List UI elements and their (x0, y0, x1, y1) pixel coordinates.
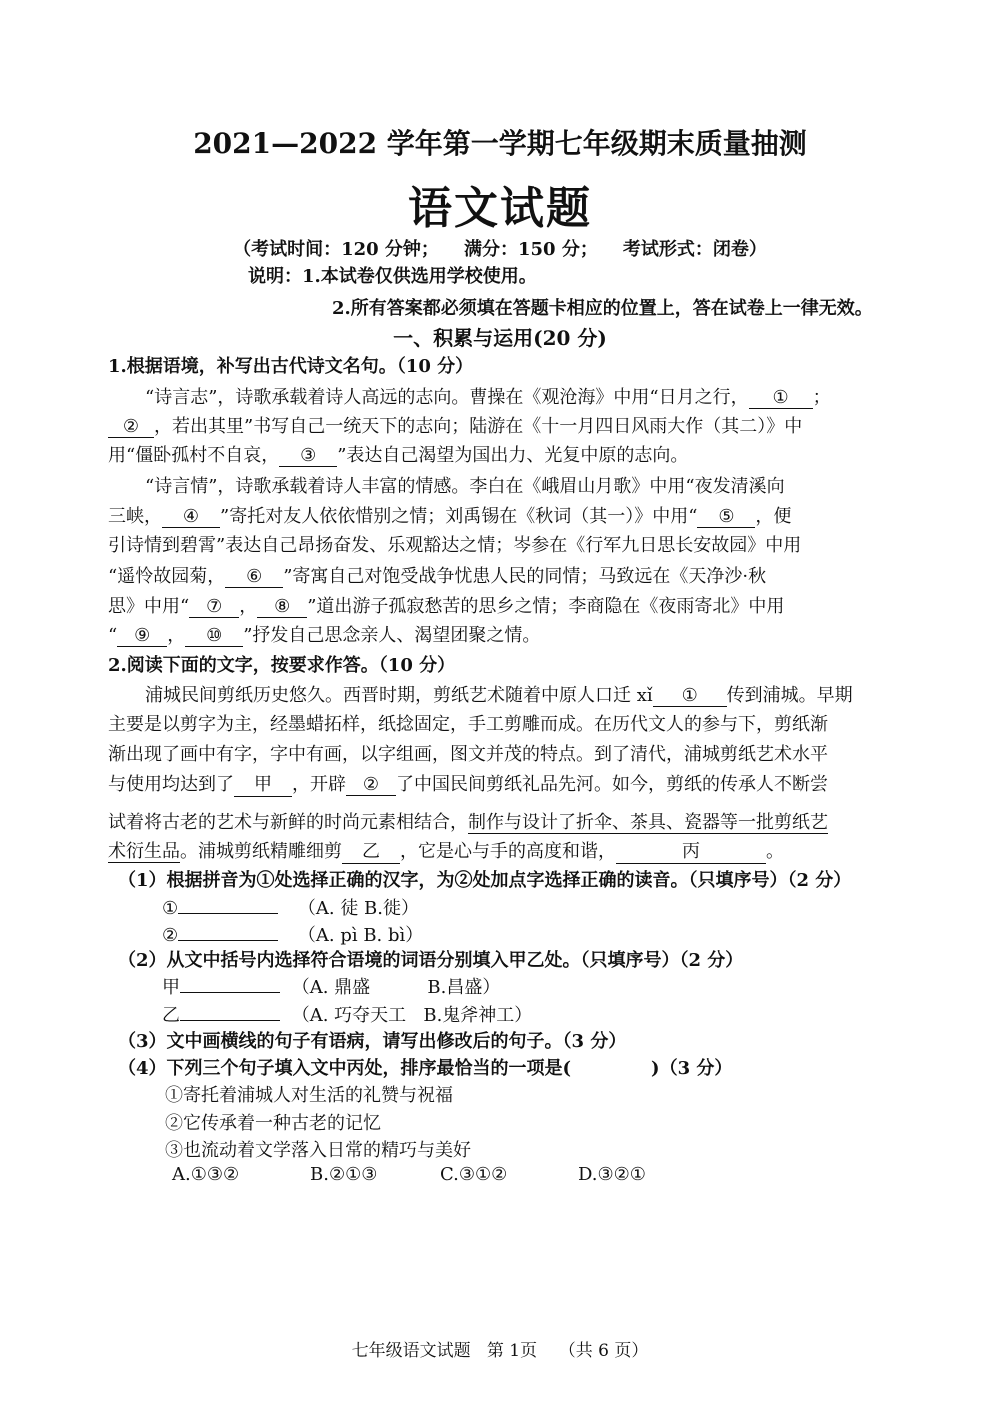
q1-line: “ ⑨ ， ⑩ ”抒发自己思念亲人、渴望团聚之情。 (108, 625, 541, 646)
blank-8[interactable]: ⑧ (257, 596, 307, 618)
q2-line: 试着将古老的艺术与新鲜的时尚元素相结合，制作与设计了折伞、茶具、瓷器等一批剪纸艺 (108, 812, 828, 833)
exam-title: 2021—2022 学年第一学期七年级期末质量抽测 (193, 127, 807, 160)
q2-stem: 2.阅读下面的文字，按要求作答。（10 分） (108, 655, 456, 676)
note-2: 2.所有答案都必须填在答题卡相应的位置上，答在试卷上一律无效。 (332, 298, 873, 319)
blank-1[interactable]: ① (749, 387, 813, 409)
page-footer: 七年级语文试题 第 1页 （共 6 页） (351, 1341, 649, 1361)
underlined-sentence-end: 术衍生品 (108, 841, 180, 862)
q2-line: 渐出现了画中有字，字中有画，以字组画，图文并茂的特点。到了清代，浦城剪纸艺术水平 (108, 744, 828, 765)
sentence-1: ①寄托着浦城人对生活的礼赞与祝福 (165, 1085, 453, 1106)
choice-c[interactable]: C.③①② (440, 1164, 508, 1185)
q1-line: 三峡， ④ ”寄托对友人依依惜别之情；刘禹锡在《秋词（其一）》中用“ ⑤ ，便 (108, 506, 792, 527)
blank-7[interactable]: ⑦ (189, 596, 239, 618)
blank-5[interactable]: ⑤ (697, 506, 755, 528)
sub-q2-opt: 甲 （A. 鼎盛 B.昌盛） (162, 977, 501, 998)
answer-blank[interactable] (180, 992, 280, 993)
exam-info: （考试时间：120 分钟； 满分：150 分； 考试形式：闭卷） (233, 239, 767, 260)
sentence-3: ③也流动着文学落入日常的精巧与美好 (165, 1140, 471, 1161)
blank-10[interactable]: ⑩ (185, 625, 243, 647)
sub-q2: （2）从文中括号内选择符合语境的词语分别填入甲乙处。（只填序号）（2 分） (118, 950, 744, 971)
answer-blank[interactable] (178, 913, 278, 914)
q1-line: “遥怜故园菊， ⑥ ”寄寓自己对饱受战争忧患人民的同情；马致远在《天净沙·秋 (108, 566, 767, 587)
answer-blank[interactable] (178, 940, 278, 941)
q2-line: 浦城民间剪纸历史悠久。西晋时期，剪纸艺术随着中原人口迁 xǐ ① 传到浦城。早期 (145, 685, 853, 706)
sub-q1: （1）根据拼音为①处选择正确的汉字，为②处加点字选择正确的读音。（只填序号）（2 分） (118, 870, 852, 891)
q1-line: “诗言情”，诗歌承载着诗人丰富的情感。李白在《峨眉山月歌》中用“夜发清溪向 (145, 476, 785, 497)
q2-line: 与使用均达到了 甲 ，开辟 ② 了中国民间剪纸礼品先河。如今，剪纸的传承人不断尝 (108, 770, 828, 797)
sub-q4: （4）下列三个句子填入文中丙处，排序最恰当的一项是( )（3 分） (118, 1058, 733, 1079)
blank-2[interactable]: ② (108, 416, 154, 438)
q2-line: 术衍生品。浦城剪纸精雕细剪 乙 ，它是心与手的高度和谐， 丙 。 (108, 837, 784, 864)
blank-yi[interactable]: 乙 (342, 837, 400, 864)
q1-line: ② ，若出其里”书写自己一统天下的志向；陆游在《十一月四日风雨大作（其二）》中 (108, 412, 802, 438)
sub-q1-opt: ② （A. pì B. bì） (162, 925, 424, 946)
blank-q2-1[interactable]: ① (653, 685, 727, 707)
q1-line: 引诗情到碧霄”表达自己昂扬奋发、乐观豁达之情；岑参在《行军九日思长安故园》中用 (108, 535, 802, 556)
blank-9[interactable]: ⑨ (117, 625, 167, 647)
answer-blank[interactable] (180, 1020, 280, 1021)
choice-d[interactable]: D.③②① (578, 1164, 646, 1185)
section-heading: 一、积累与运用(20 分) (393, 326, 607, 350)
blank-bing[interactable]: 丙 (616, 837, 766, 864)
blank-6[interactable]: ⑥ (225, 566, 283, 588)
subject-title: 语文试题 (408, 183, 592, 234)
sentence-2: ②它传承着一种古老的记忆 (165, 1113, 381, 1134)
blank-4[interactable]: ④ (162, 506, 220, 528)
note-1: 说明：1.本试卷仅供选用学校使用。 (248, 266, 537, 287)
sub-q2-opt: 乙 （A. 巧夺天工 B.鬼斧神工） (162, 1005, 533, 1026)
blank-q2-2[interactable]: ② (346, 774, 396, 796)
sub-q3: （3）文中画横线的句子有语病，请写出修改后的句子。（3 分） (118, 1031, 627, 1052)
choice-b[interactable]: B.②①③ (310, 1164, 378, 1185)
underlined-sentence: 制作与设计了折伞、茶具、瓷器等一批剪纸艺 (468, 812, 828, 833)
blank-jia[interactable]: 甲 (234, 770, 292, 797)
q1-line: 用“僵卧孤村不自哀， ③ ”表达自己渴望为国出力、光复中原的志向。 (108, 445, 689, 466)
choice-a[interactable]: A.①③② (172, 1164, 240, 1185)
q1-stem: 1.根据语境，补写出古代诗文名句。（10 分） (108, 356, 474, 377)
sub-q1-opt: ① （A. 徒 B.徙） (162, 898, 419, 919)
blank-3[interactable]: ③ (279, 445, 337, 467)
q2-line: 主要是以剪字为主，经墨蜡拓样，纸捻固定，手工剪雕而成。在历代文人的参与下，剪纸渐 (108, 714, 828, 735)
q1-line: “诗言志”，诗歌承载着诗人高远的志向。曹操在《观沧海》中用“日月之行， ① ； (145, 387, 831, 408)
q1-line: 思》中用“ ⑦ ， ⑧ ”道出游子孤寂愁苦的思乡之情；李商隐在《夜雨寄北》中用 (108, 596, 785, 617)
